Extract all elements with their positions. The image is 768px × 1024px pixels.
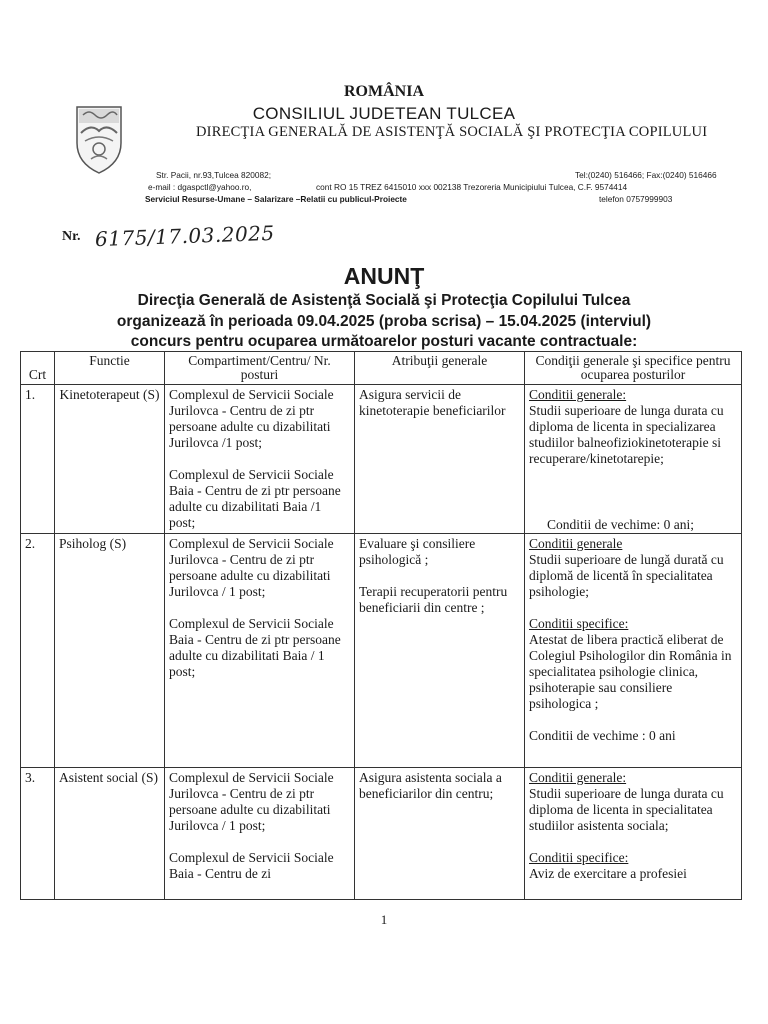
announcement-title: ANUNŢ (343, 263, 425, 289)
conditions-general-text: Studii superioare de lunga durata cu diploma de licenta in specializarea studiilor balneofiziokinetoterapie si recuperare/kinetotarepie; (529, 403, 724, 466)
row-function: Asistent social (S) (55, 768, 165, 900)
direction-heading: DIRECŢIA GENERALĂ DE ASISTENŢĂ SOCIALĂ ŞI PROTECŢIA COPILULUI (196, 124, 708, 140)
duty-entry: Terapii recuperatorii pentru beneficiarii din centre ; (359, 584, 508, 615)
header-duties: Atribuţii generale (355, 352, 525, 385)
department-entry: Complexul de Servicii Sociale Baia - Centru de zi ptr persoane adulte cu dizabilitati Baia /1 post; (169, 467, 341, 530)
row-duties (355, 385, 525, 534)
row-number: 1. (21, 385, 55, 534)
duty-entry: Asigura asistenta sociala a beneficiarilor din centru; (359, 770, 502, 801)
department-entry: Complexul de Servicii Sociale Baia - Centru de zi ptr persoane adulte cu dizabilitati Baia / 1 post; (169, 616, 341, 679)
row-duties (355, 768, 525, 900)
conditions-general-title: Conditii generale (529, 536, 623, 551)
registration-label: Nr. (62, 229, 81, 244)
header-nr: Crt (21, 352, 55, 385)
row-function: Kinetoterapeut (S) (55, 385, 165, 534)
conditions-specific-title: Conditii specifice: (529, 616, 629, 631)
row-duties (355, 534, 525, 768)
row-number: 2. (21, 534, 55, 768)
tel-fax-text: Tel:(0240) 516466; Fax:(0240) 516466 (575, 170, 717, 180)
table-row (21, 768, 742, 900)
announcement-line-1: Direcţia Generală de Asistenţă Socială şi Protecţia Copilului Tulcea (137, 292, 631, 309)
conditions-general-title: Conditii generale: (529, 387, 627, 402)
conditions-general-title: Conditii generale: (529, 770, 627, 785)
row-department (165, 768, 355, 900)
conditions-vechime: Conditii de vechime: 0 ani; (547, 517, 694, 532)
conditions-general-text: Studii superioare de lungă durată cu diplomă de licentă în specialitatea psihologie; (529, 552, 724, 599)
row-conditions (525, 768, 742, 900)
row-conditions (525, 385, 742, 534)
conditions-specific-title: Conditii specifice: (529, 850, 629, 865)
table-header-row (21, 352, 742, 385)
department-entry: Complexul de Servicii Sociale Jurilovca - Centru de zi ptr persoane adulte cu dizabilitati Jurilovca / 1 post; (169, 770, 334, 833)
row-department (165, 385, 355, 534)
conditions-general-text: Studii superioare de lunga durata cu diploma de licenta in specialitatea studiilor asistenta sociala; (529, 786, 724, 833)
conditions-specific-text: Atestat de libera practică eliberat de Colegiul Psihologilor din România in specialitatea psihologie clinica, psihoterapie sau consiliere psihologica ; (529, 632, 732, 711)
address-text: Str. Pacii, nr.93,Tulcea 820082; (156, 170, 271, 180)
department-entry: Complexul de Servicii Sociale Baia - Centru de zi (169, 850, 334, 881)
table-row (21, 385, 742, 534)
row-function: Psiholog (S) (55, 534, 165, 768)
announcement-line-3: concurs pentru ocuparea următoarelor posturi vacante contractuale: (130, 333, 638, 350)
bank-account-text: cont RO 15 TREZ 6415010 xxx 002138 Trezoreria Municipiului Tulcea, C.F. 9574414 (316, 182, 628, 192)
department-entry: Complexul de Servicii Sociale Jurilovca - Centru de zi ptr persoane adulte cu dizabilitati Jurilovca /1 post; (169, 387, 334, 450)
phone-text: telefon 0757999903 (599, 194, 673, 204)
row-number: 3. (21, 768, 55, 900)
header-function: Functie (55, 352, 165, 385)
department-entry: Complexul de Servicii Sociale Jurilovca - Centru de zi ptr persoane adulte cu dizabilitati Jurilovca / 1 post; (169, 536, 334, 599)
duty-entry: Evaluare şi consiliere psihologică ; (359, 536, 476, 567)
announcement-line-2: organizează în perioada 09.04.2025 (proba scrisa) – 15.04.2025 (interviul) (116, 313, 652, 330)
page-number: 1 (380, 912, 388, 927)
conditions-vechime: Conditii de vechime : 0 ani (529, 728, 676, 743)
vacancies-table (20, 351, 742, 900)
council-heading: CONSILIUL JUDETEAN TULCEA (252, 104, 516, 123)
email-text: e-mail : dgaspctl@yahoo.ro, (148, 182, 252, 192)
header-conditions: Condiţii generale şi specifice pentru ocuparea posturilor (525, 352, 742, 385)
row-conditions (525, 534, 742, 768)
duty-entry: Asigura servicii de kinetoterapie beneficiarilor (359, 387, 506, 418)
table-row (21, 534, 742, 768)
country-heading: ROMÂNIA (344, 83, 424, 100)
header-department: Compartiment/Centru/ Nr. posturi (165, 352, 355, 385)
conditions-specific-text: Aviz de exercitare a profesiei (529, 866, 687, 881)
registration-number-handwritten: 6175/17.03.2025 (94, 220, 276, 252)
service-text: Serviciul Resurse-Umane – Salarizare –Relatii cu publicul-Proiecte (145, 194, 407, 204)
row-department (165, 534, 355, 768)
